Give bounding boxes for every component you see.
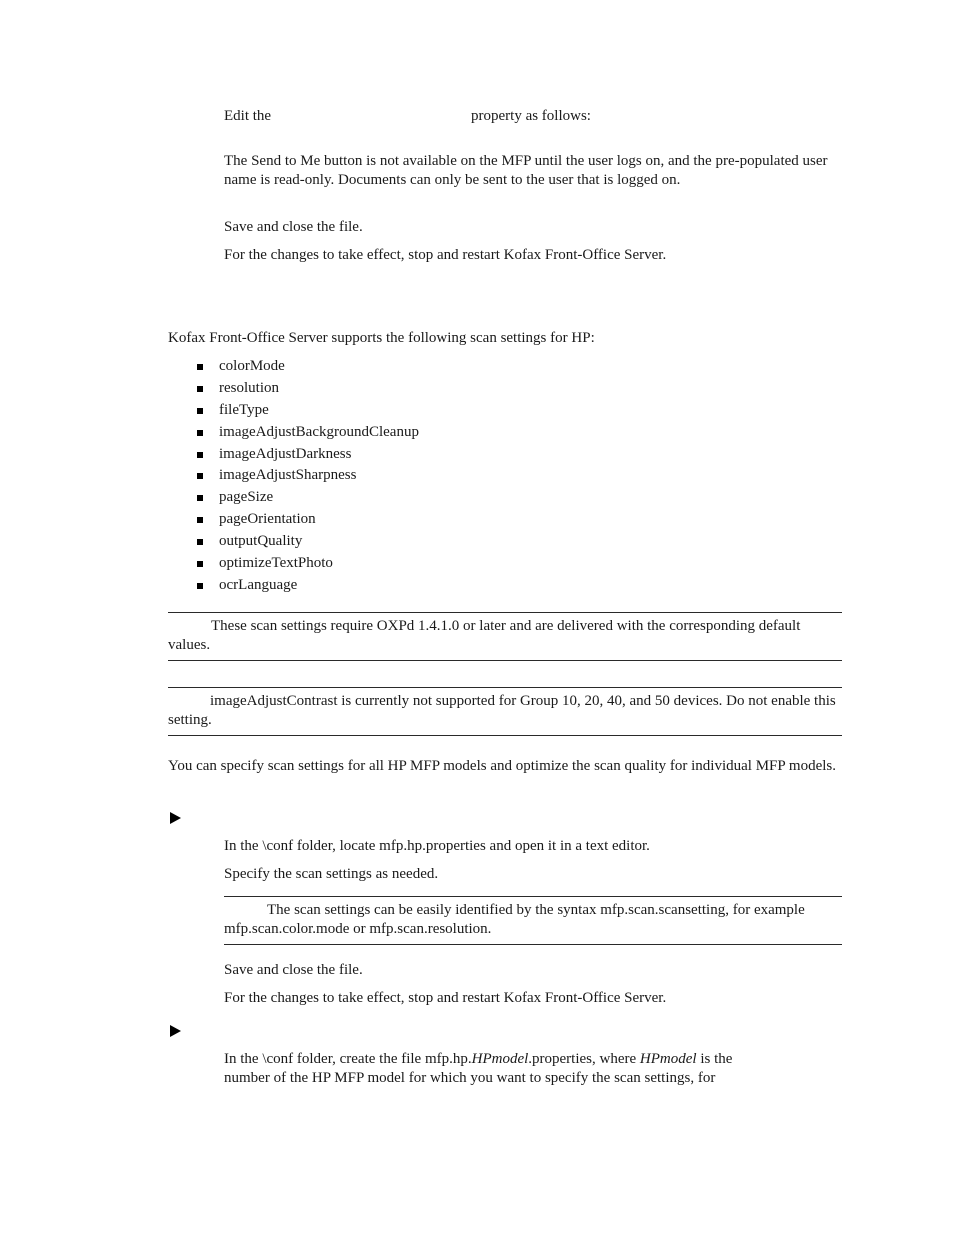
step-edit-after: property as follows: [471,108,591,124]
proc1-step4: For the changes to take effect, stop and restart Kofax Front-Office Server. [224,990,667,1006]
note-contrast: imageAdjustContrast is currently not supported for Group 10, 20, 40, and 50 devices. Do not enable this setting. [168,693,836,728]
bullet-icon [197,452,203,458]
proc1-step1: In the \conf folder, locate mfp.hp.properties and open it in a text editor. [224,838,650,854]
bullet-icon [197,583,203,589]
note-rule-top [168,612,842,613]
send-to-me-note: The Send to Me button is not available on the MFP until the user logs on, and the pre-populated user name is read-only. Documents can only be sent to the user that is logged on. [224,153,828,188]
list-item: colorMode [196,356,419,378]
bullet-icon [197,364,203,370]
procedure-arrow-icon [170,812,181,824]
list-item: imageAdjustDarkness [196,444,419,466]
proc1-note: The scan settings can be easily identified by the syntax mfp.scan.scansetting, for example mfp.scan.color.mode or mfp.scan.resolution. [224,902,805,937]
note-rule-top [168,687,842,688]
bullet-icon [197,473,203,479]
scan-settings-list [196,356,419,597]
bullet-icon [197,495,203,501]
specify-intro: You can specify scan settings for all HP MFP models and optimize the scan quality for individual MFP models. [168,758,836,774]
step-save-1: Save and close the file. [224,219,363,235]
bullet-icon [197,539,203,545]
note-oxpd: These scan settings require OXPd 1.4.1.0 or later and are delivered with the corresponding default values. [168,618,801,653]
list-item: outputQuality [196,531,419,553]
scan-settings-intro: Kofax Front-Office Server supports the following scan settings for HP: [168,330,595,346]
list-item: imageAdjustBackgroundCleanup [196,422,419,444]
bullet-icon [197,517,203,523]
note-rule-bottom [168,735,842,736]
bullet-icon [197,430,203,436]
proc2-step1: In the \conf folder, create the file mfp.hp.HPmodel.properties, where HPmodel is the number of the HP MFP model for which you want to specify the scan settings, for [224,1051,733,1086]
list-item: pageSize [196,487,419,509]
proc1-step2: Specify the scan settings as needed. [224,866,439,882]
proc1-step3: Save and close the file. [224,962,363,978]
list-item: pageOrientation [196,509,419,531]
list-item: ocrLanguage [196,575,419,597]
list-item: optimizeTextPhoto [196,553,419,575]
list-item: resolution [196,378,419,400]
list-item: fileType [196,400,419,422]
bullet-icon [197,408,203,414]
bullet-icon [197,386,203,392]
step-restart-1: For the changes to take effect, stop and restart Kofax Front-Office Server. [224,247,667,263]
list-item: imageAdjustSharpness [196,465,419,487]
note-rule-top [224,896,842,897]
procedure-arrow-icon [170,1025,181,1037]
note-rule-bottom [224,944,842,945]
step-edit-before: Edit the [224,108,272,124]
note-rule-bottom [168,660,842,661]
bullet-icon [197,561,203,567]
